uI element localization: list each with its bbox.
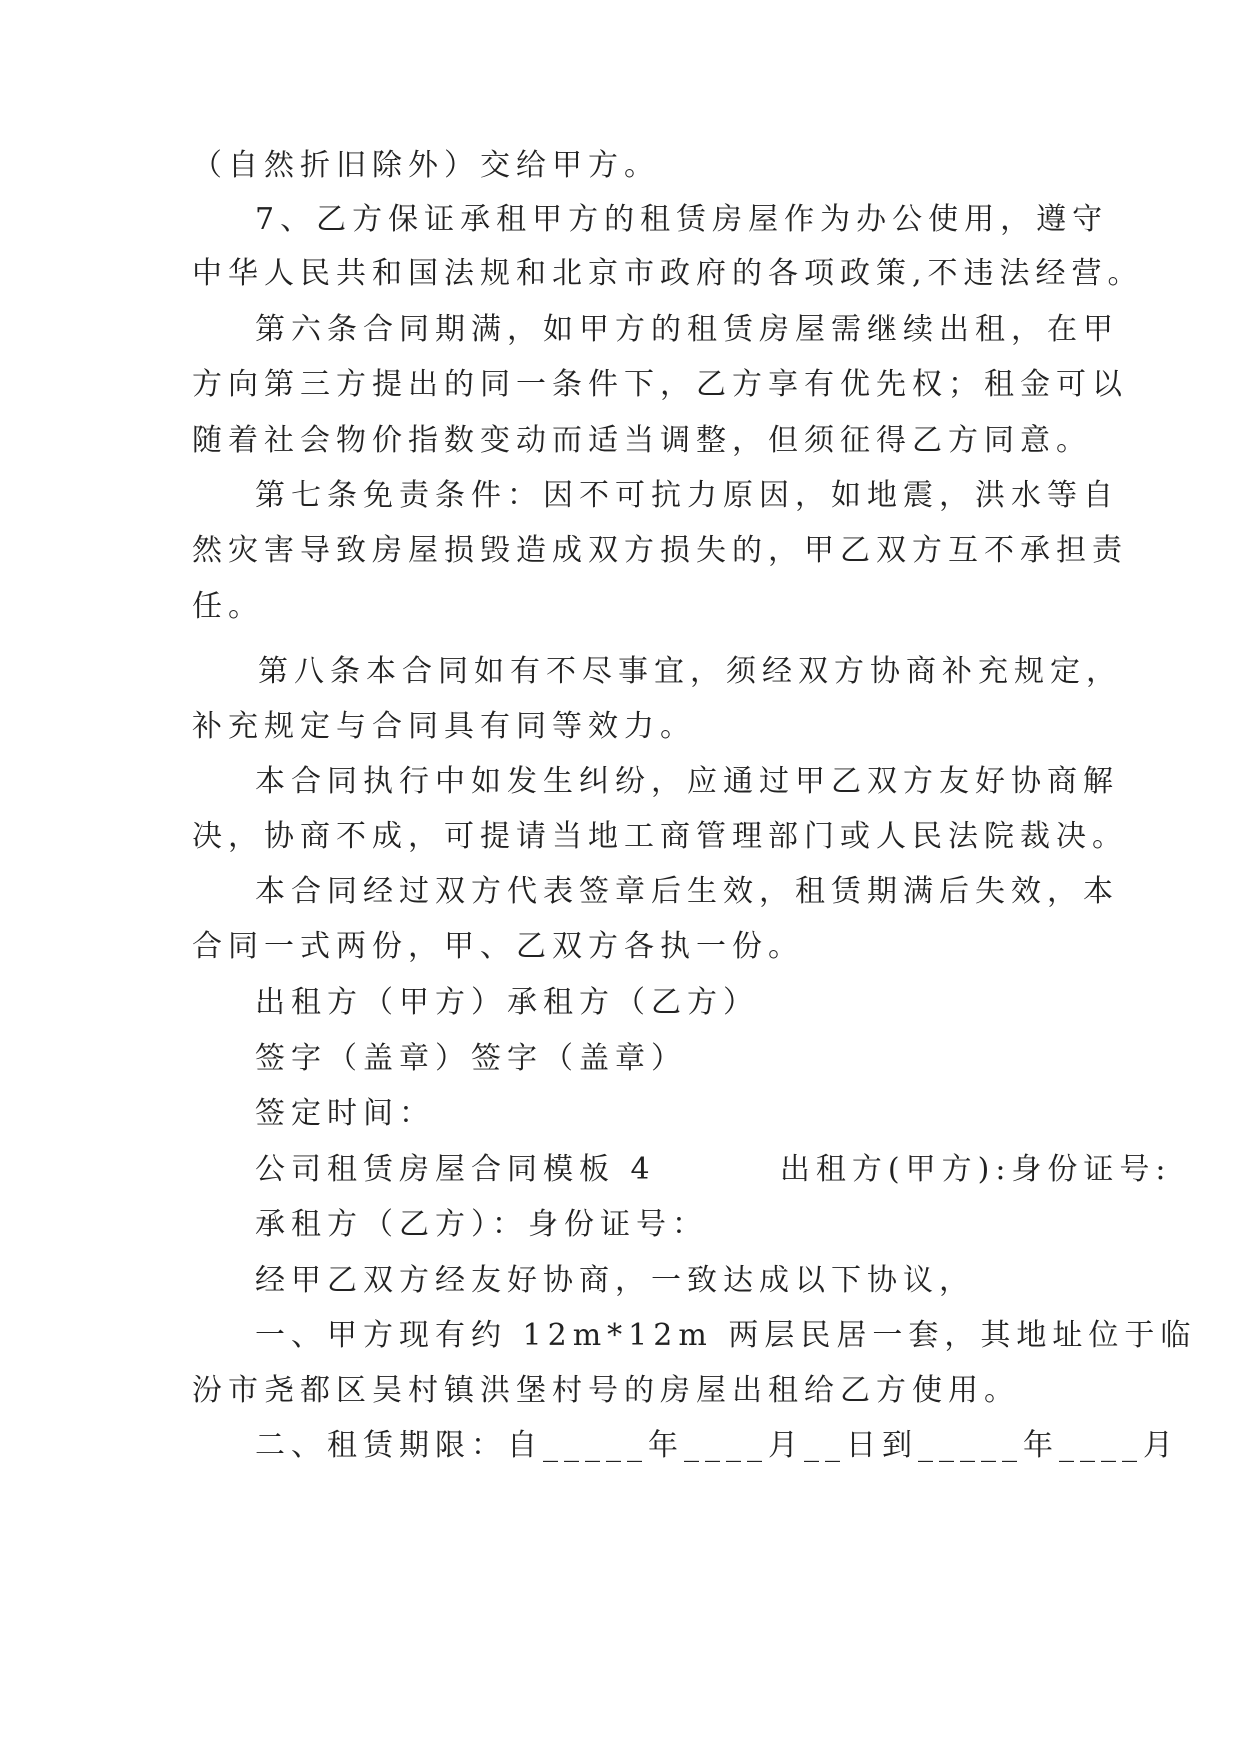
text-line: 合同一式两份，甲、乙双方各执一份。 (192, 929, 804, 964)
text-line: （自然折旧除外）交给甲方。 (192, 148, 660, 183)
text-line: 汾市尧都区吴村镇洪堡村号的房屋出租给乙方使用。 (192, 1373, 1020, 1408)
text-line: 签字（盖章）签字（盖章） (255, 1041, 687, 1076)
text-line: 出租方（甲方）承租方（乙方） (255, 985, 759, 1020)
text-line: 二、租赁期限：自_____年____月__日到_____年____月 (255, 1428, 1179, 1463)
text-line: 经甲乙双方经友好协商，一致达成以下协议， (255, 1263, 975, 1298)
text-line: 补充规定与合同具有同等效力。 (192, 709, 696, 744)
text-line: 公司租赁房屋合同模板 4 出租方(甲方):身份证号: (255, 1152, 1172, 1187)
text-line: 然灾害导致房屋损毁造成双方损失的，甲乙双方互不承担责 (192, 533, 1128, 568)
text-line: 任。 (192, 589, 264, 624)
text-line: 一、甲方现有约 12m*12m 两层民居一套，其地址位于临 (255, 1318, 1197, 1353)
text-line: 7、乙方保证承租甲方的租赁房屋作为办公使用，遵守 (255, 202, 1109, 237)
text-line: 签定时间： (255, 1096, 435, 1131)
text-line: 中华人民共和国法规和北京市政府的各项政策,不违法经营。 (192, 256, 1144, 291)
text-line: 第六条合同期满，如甲方的租赁房屋需继续出租，在甲 (255, 312, 1119, 347)
text-line: 第八条本合同如有不尽事宜，须经双方协商补充规定， (258, 654, 1122, 689)
text-line: 承租方（乙方）：身份证号： (255, 1207, 708, 1242)
text-line: 决，协商不成，可提请当地工商管理部门或人民法院裁决。 (192, 819, 1128, 854)
text-line: 本合同经过双方代表签章后生效，租赁期满后失效，本 (255, 874, 1119, 909)
text-line: 随着社会物价指数变动而适当调整，但须征得乙方同意。 (192, 423, 1092, 458)
text-line: 方向第三方提出的同一条件下，乙方享有优先权；租金可以 (192, 367, 1128, 402)
text-line: 本合同执行中如发生纠纷，应通过甲乙双方友好协商解 (255, 764, 1119, 799)
text-line: 第七条免责条件：因不可抗力原因，如地震，洪水等自 (255, 478, 1119, 513)
